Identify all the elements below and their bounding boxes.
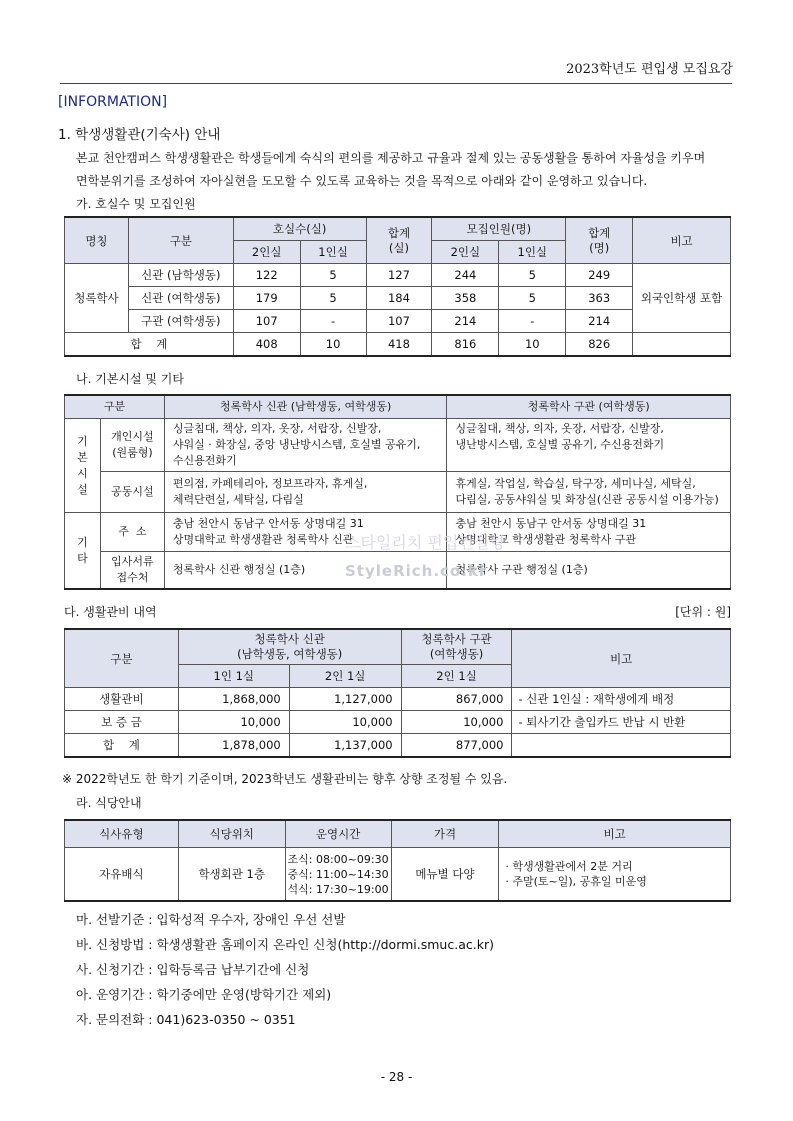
header-category: 구분: [65, 395, 165, 419]
etc-label: 기 타: [65, 513, 101, 590]
header-meal-type: 식사유형: [65, 820, 179, 848]
row-label: 보 증 금: [65, 711, 179, 734]
building-name: 청록학사: [65, 264, 129, 333]
cell: 편의점, 카페테리아, 정보프라자, 휴게실, 체력단련실, 세탁실, 다림실: [164, 472, 447, 513]
header-old-building: 청록학사 구관 (여학생동): [447, 395, 731, 419]
cell: 363: [566, 287, 633, 310]
cell: 214: [566, 310, 633, 333]
table-row: [65, 287, 731, 310]
row-sub-label: 공동시설: [100, 472, 164, 513]
intro-line-1: 본교 천안캠퍼스 학생생활관은 학생들에게 숙식의 편의를 제공하고 규율과 절제 있는 공동생활을 통하여 자율성을 키우며: [76, 151, 706, 165]
intro-line-2: 면학분위기를 조성하여 자아실현을 도모할 수 있도록 교육하는 것을 목적으로 아래와 같이 운영하고 있습니다.: [76, 174, 648, 188]
header-divider: [60, 83, 732, 84]
subsection-title-ra: 라. 식당안내: [76, 796, 142, 810]
cell: 청록학사 신관 행정실 (1층): [164, 552, 447, 590]
cell: 826: [566, 333, 633, 357]
cell: 1,878,000: [178, 734, 289, 758]
cell: 816: [432, 333, 499, 357]
cell: 418: [366, 333, 432, 357]
table-row: [65, 848, 731, 902]
basic-facilities-label: 기 본 시 설: [65, 419, 101, 513]
facilities-table: [64, 394, 731, 590]
cell: 5: [499, 264, 566, 287]
row-sub-label: 입사서류 접수처: [100, 552, 164, 590]
row-sub-label: 개인시설 (원룸형): [100, 419, 164, 472]
cell: 127: [366, 264, 432, 287]
cell: 5: [300, 287, 366, 310]
cell: 867,000: [401, 688, 512, 711]
cell: [633, 333, 731, 357]
header-old-building: 청록학사 구관 (여학생동): [401, 629, 512, 665]
cafeteria-table: [64, 819, 731, 902]
cell: 1,127,000: [289, 688, 401, 711]
header-single: 1인 1실: [178, 665, 289, 688]
unit-label: [단위 : 원]: [675, 605, 731, 619]
total-row: [65, 734, 731, 758]
cell: 10,000: [401, 711, 512, 734]
note-cell: [512, 734, 731, 758]
header-price: 가격: [391, 820, 499, 848]
row-category: 신관 (여학생동): [128, 287, 233, 310]
cell: 184: [366, 287, 432, 310]
table-row: [65, 310, 731, 333]
cell: 877,000: [401, 734, 512, 758]
document-header-title: 2023학년도 편입생 모집요강: [566, 62, 733, 77]
cell: 메뉴별 다양: [391, 848, 499, 902]
note-cell: · 학생생활관에서 2분 거리 · 주말(토~일), 공휴일 미운영: [499, 848, 731, 902]
header-room-total: 합계 (실): [366, 217, 432, 264]
item-contact: 자. 문의전화 : 041)623-0350 ~ 0351: [76, 1012, 296, 1027]
cell: 244: [432, 264, 499, 287]
total-label: 합 계: [65, 333, 234, 357]
header-name: 명칭: [65, 217, 129, 264]
cell: 5: [300, 264, 366, 287]
cell: -: [499, 310, 566, 333]
header-note: 비고: [512, 629, 731, 688]
cell: 충남 천안시 동남구 안서동 상명대길 31 상명대학교 학생생활관 청록학사 신관: [164, 513, 447, 552]
cell: 249: [566, 264, 633, 287]
cell: 자유배식: [65, 848, 179, 902]
cell: 학생회관 1층: [178, 848, 285, 902]
cell: 214: [432, 310, 499, 333]
note-cell: 외국인학생 포함: [633, 264, 731, 333]
header-recruit-2: 2인실: [432, 241, 499, 264]
dorm-fee-table: [64, 628, 731, 758]
note-cell: - 퇴사기간 출입카드 반납 시 반환: [512, 711, 731, 734]
cell: 청록학사 구관 행정실 (1층): [447, 552, 731, 590]
cell: 408: [233, 333, 300, 357]
information-label: [INFORMATION]: [58, 94, 168, 110]
header-double: 2인 1실: [289, 665, 401, 688]
header-category: 구분: [128, 217, 233, 264]
table-row: [65, 472, 731, 513]
header-category: 구분: [65, 629, 179, 688]
cell: 10: [300, 333, 366, 357]
room-count-table: [64, 216, 731, 357]
table-row: [65, 419, 731, 472]
cell: 싱글침대, 책상, 의자, 옷장, 서랍장, 신발장, 냉난방시스템, 호실별 공유기, 수신용전화기: [447, 419, 731, 472]
cell: 휴게실, 작업실, 학습실, 탁구장, 세미나실, 세탁실, 다림실, 공동샤워실 및 화장실(신관 공동시설 이용가능): [447, 472, 731, 513]
table-row: [65, 711, 731, 734]
table-row: [65, 264, 731, 287]
header-rooms-1: 1인실: [300, 241, 366, 264]
row-category: 신관 (남학생동): [128, 264, 233, 287]
header-rooms: 호실수(실): [233, 217, 366, 241]
cell: 1,868,000: [178, 688, 289, 711]
item-selection: 마. 선발기준 : 입학성적 우수자, 장애인 우선 선발: [76, 912, 346, 927]
cell: 122: [233, 264, 300, 287]
cell: 179: [233, 287, 300, 310]
item-operation-period: 아. 운영기간 : 학기중에만 운영(방학기간 제외): [76, 987, 332, 1002]
total-row: [65, 333, 731, 357]
row-label: 생활관비: [65, 688, 179, 711]
header-recruit-total: 합계 (명): [566, 217, 633, 264]
item-application-period: 사. 신청기간 : 입학등록금 납부기간에 신청: [76, 962, 310, 977]
row-sub-label: 주 소: [100, 513, 164, 552]
watermark-text: StyleRich.co.kr: [345, 562, 488, 580]
note-cell: - 신관 1인실 : 재학생에게 배정: [512, 688, 731, 711]
cell: 358: [432, 287, 499, 310]
cell: 조식: 08:00~09:30 중식: 11:00~14:30 석식: 17:30~19:00: [285, 848, 391, 902]
subsection-title-na: 나. 기본시설 및 기타: [76, 372, 184, 386]
cell: 1,137,000: [289, 734, 401, 758]
header-note: 비고: [633, 217, 731, 264]
cell: -: [300, 310, 366, 333]
cell: 10,000: [289, 711, 401, 734]
header-double-old: 2인 1실: [401, 665, 512, 688]
header-new-building: 청록학사 신관 (남학생동, 여학생동): [164, 395, 447, 419]
row-category: 구관 (여학생동): [128, 310, 233, 333]
cell: 충남 천안시 동남구 안서동 상명대길 31 상명대학교 학생생활관 청록학사 구관: [447, 513, 731, 552]
table-row: [65, 688, 731, 711]
fee-footnote: ※ 2022학년도 한 학기 기준이며, 2023학년도 생활관비는 향후 상향 조정될 수 있음.: [62, 772, 508, 786]
header-rooms-2: 2인실: [233, 241, 300, 264]
cell: 10,000: [178, 711, 289, 734]
cell: 107: [366, 310, 432, 333]
header-new-building: 청록학사 신관 (남학생동, 여학생동): [178, 629, 401, 665]
subsection-title-ga: 가. 호실수 및 모집인원: [76, 197, 196, 211]
cell: 10: [499, 333, 566, 357]
header-note: 비고: [499, 820, 731, 848]
cell: 5: [499, 287, 566, 310]
watermark-korean: 스타일리치 편입컨설팅: [345, 533, 505, 552]
item-application-method: 바. 신청방법 : 학생생활관 홈페이지 온라인 신청(http://dormi.smuc.ac.kr): [76, 937, 494, 952]
section-title: 1. 학생생활관(기숙사) 안내: [58, 127, 221, 143]
header-hours: 운영시간: [285, 820, 391, 848]
header-location: 식당위치: [178, 820, 285, 848]
header-recruit-1: 1인실: [499, 241, 566, 264]
page-number: - 28 -: [380, 1070, 413, 1084]
row-label: 합 계: [65, 734, 179, 758]
header-recruit: 모집인원(명): [432, 217, 566, 241]
subsection-title-da: 다. 생활관비 내역: [64, 605, 157, 619]
cell: 107: [233, 310, 300, 333]
cell: 싱글침대, 책상, 의자, 옷장, 서랍장, 신발장, 샤워실 · 화장실, 중앙 냉난방시스템, 호실별 공유기, 수신용전화기: [164, 419, 447, 472]
